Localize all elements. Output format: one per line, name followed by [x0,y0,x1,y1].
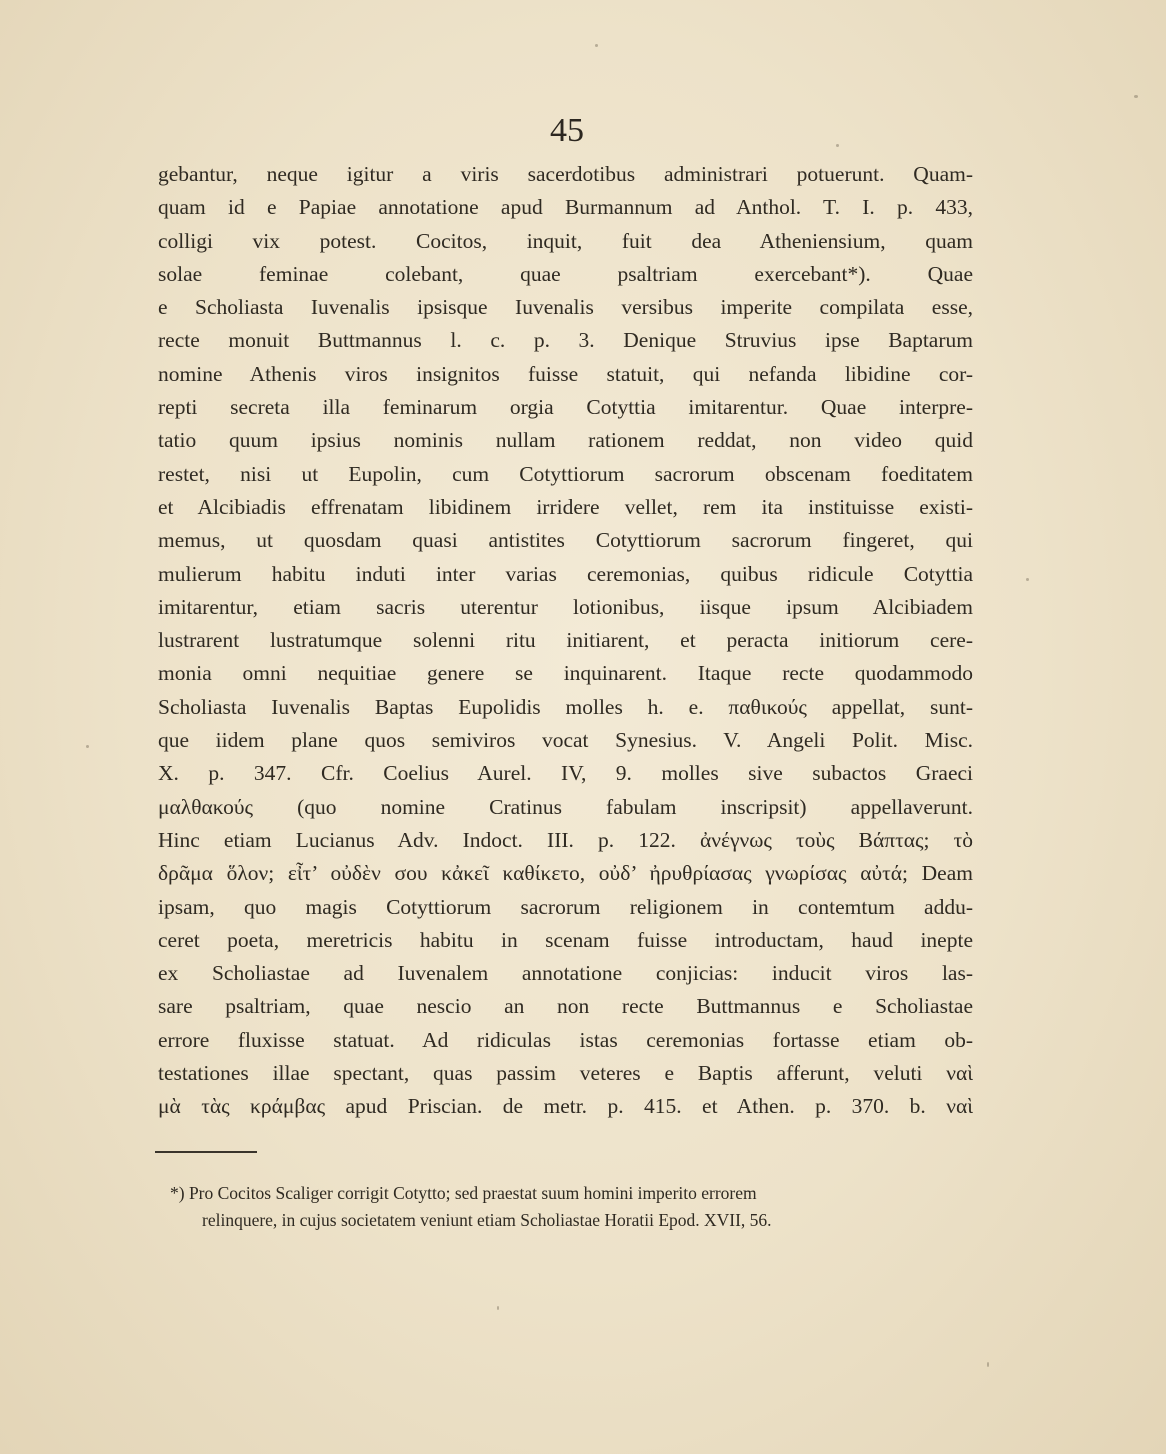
footnote [170,1180,970,1234]
footnote-divider [155,1151,257,1153]
text-line: e Scholiasta Iuvenalis ipsisque Iuvenalis versibus imperite compilata esse, [158,295,973,320]
text-line: X. p. 347. Cfr. Coelius Aurel. IV, 9. molles sive subactos Graeci [158,761,973,786]
text-line: nomine Athenis viros insignitos fuisse statuit, qui nefanda libidine cor- [158,361,973,386]
paper-speck [1026,578,1029,581]
page-number: 45 [550,112,584,149]
text-line: et Alcibiadis effrenatam libidinem irridere vellet, rem ita instituisse existi- [158,494,973,519]
text-line: tatio quum ipsius nominis nullam rationem reddat, non video quid [158,428,973,453]
text-line: ipsam, quo magis Cotyttiorum sacrorum religionem in contemtum addu- [158,894,973,919]
text-line: ex Scholiastae ad Iuvenalem annotatione conjicias: inducit viros las- [158,961,973,986]
text-line: testationes illae spectant, quas passim veteres e Baptis afferunt, veluti ναὶ [158,1061,973,1086]
text-line: mulierum habitu induti inter varias ceremonias, quibus ridicule Cotyttia [158,561,973,586]
text-line: Scholiasta Iuvenalis Baptas Eupolidis molles h. e. παθικούς appellat, sunt- [158,694,973,719]
paper-speck [595,44,598,47]
paper-speck [497,1306,499,1310]
text-line: colligi vix potest. Cocitos, inquit, fuit dea Atheniensium, quam [158,228,973,253]
text-line: ceret poeta, meretricis habitu in scenam fuisse introductam, haud inepte [158,927,973,952]
text-line: μὰ τὰς κράμβας apud Priscian. de metr. p. 415. et Athen. p. 370. b. ναὶ [158,1094,973,1119]
text-line: lustrarent lustratumque solenni ritu initiarent, et peracta initiorum cere- [158,628,973,653]
footnote-line: relinquere, in cujus societatem veniunt etiam Scholiastae Horatii Epod. XVII, 56. [202,1210,772,1230]
text-line: Hinc etiam Lucianus Adv. Indoct. III. p. 122. ἀνέγνως τοὺς Βάπτας; τὸ [158,827,973,852]
footnote-line: *) Pro Cocitos Scaliger corrigit Cotytto; sed praestat suum homini imperito errorem [170,1183,757,1203]
text-line: gebantur, neque igitur a viris sacerdotibus administrari potuerunt. Quam- [158,162,973,186]
text-line: errore fluxisse statuat. Ad ridiculas istas ceremonias fortasse etiam ob- [158,1027,973,1052]
text-line: quam id e Papiae annotatione apud Burmannum ad Anthol. T. I. p. 433, [158,195,973,220]
text-line: que iidem plane quos semiviros vocat Synesius. V. Angeli Polit. Misc. [158,728,973,753]
text-line: sare psaltriam, quae nescio an non recte Buttmannus e Scholiastae [158,994,973,1019]
body-text [158,158,973,1124]
paper-speck [86,745,89,748]
text-line: μαλθακούς (quo nomine Cratinus fabulam inscripsit) appellaverunt. [158,794,973,819]
text-line: recte monuit Buttmannus l. c. p. 3. Denique Struvius ipse Baptarum [158,328,973,353]
text-line: solae feminae colebant, quae psaltriam exercebant*). Quae [158,261,973,286]
text-line: memus, ut quosdam quasi antistites Cotyttiorum sacrorum fingeret, qui [158,528,973,553]
text-line: restet, nisi ut Eupolin, cum Cotyttiorum sacrorum obscenam foeditatem [158,461,973,486]
text-line: repti secreta illa feminarum orgia Cotyttia imitarentur. Quae interpre- [158,395,973,420]
paper-speck [987,1362,989,1367]
text-line: imitarentur, etiam sacris uterentur lotionibus, iisque ipsum Alcibiadem [158,594,973,619]
text-line: monia omni nequitiae genere se inquinarent. Itaque recte quodammodo [158,661,973,686]
paper-speck [1134,95,1138,98]
text-line: δρᾶμα ὅλον; εἶτ’ οὐδὲν σου κἀκεῖ καθίκετο, οὐδ’ ἠρυθρίασας γνωρίσας αὐτά; Deam [158,861,973,886]
